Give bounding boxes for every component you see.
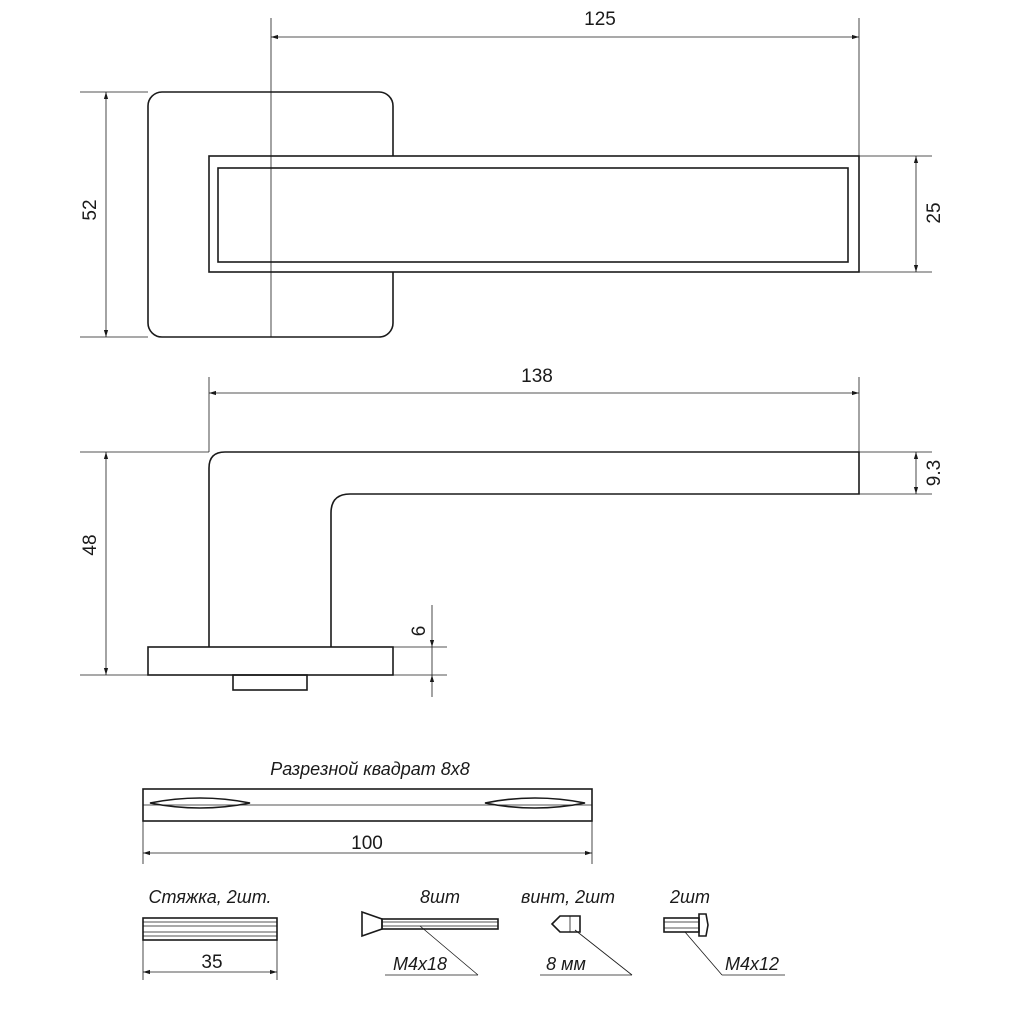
bolt-shank	[664, 918, 699, 932]
screw-m4x18	[362, 887, 498, 975]
screw-size-label: М4х18	[392, 954, 448, 974]
spindle-stub	[233, 675, 307, 690]
set-screw-body	[552, 916, 580, 932]
dim-lever-height-label: 25	[924, 202, 945, 224]
bolt-size-label: М4х12	[724, 954, 780, 974]
screw-head	[362, 912, 382, 936]
spindle-title: Разрезной квадрат 8х8	[270, 759, 470, 779]
tie-rod-title: Стяжка, 2шт.	[148, 887, 272, 907]
spindle-slot-right	[485, 798, 585, 808]
bolt-m4x12	[664, 887, 785, 975]
dim-width-label: 125	[584, 9, 616, 30]
dim-tie-rod-label: 35	[201, 952, 223, 973]
dim-rose-thickness-label: 6	[409, 625, 430, 637]
tie-rod-section	[143, 887, 277, 980]
lever-profile	[209, 452, 859, 647]
tie-rod-body	[143, 918, 277, 940]
spindle-section	[143, 759, 592, 864]
spindle-slot-left	[150, 798, 250, 808]
set-screw-title-label: винт, 2шт	[520, 887, 616, 907]
dim-height-label: 52	[80, 199, 101, 221]
side-view	[80, 366, 945, 697]
front-view	[80, 9, 945, 337]
screw-qty-label: 8шт	[420, 887, 460, 907]
bolt-head	[699, 914, 708, 936]
lever-outer	[209, 156, 859, 272]
set-screw	[521, 887, 632, 975]
bolt-leader	[685, 932, 722, 975]
bolt-qty-label: 2шт	[670, 887, 710, 907]
rose-base	[148, 647, 393, 675]
screw-shank	[382, 919, 498, 929]
dim-spindle-length-label: 100	[351, 833, 383, 854]
dim-lever-thickness-label: 9.3	[924, 459, 945, 487]
set-screw-size-label: 8 мм	[546, 954, 586, 974]
dim-side-height-label: 48	[80, 534, 101, 556]
dim-length-label: 138	[521, 366, 553, 387]
